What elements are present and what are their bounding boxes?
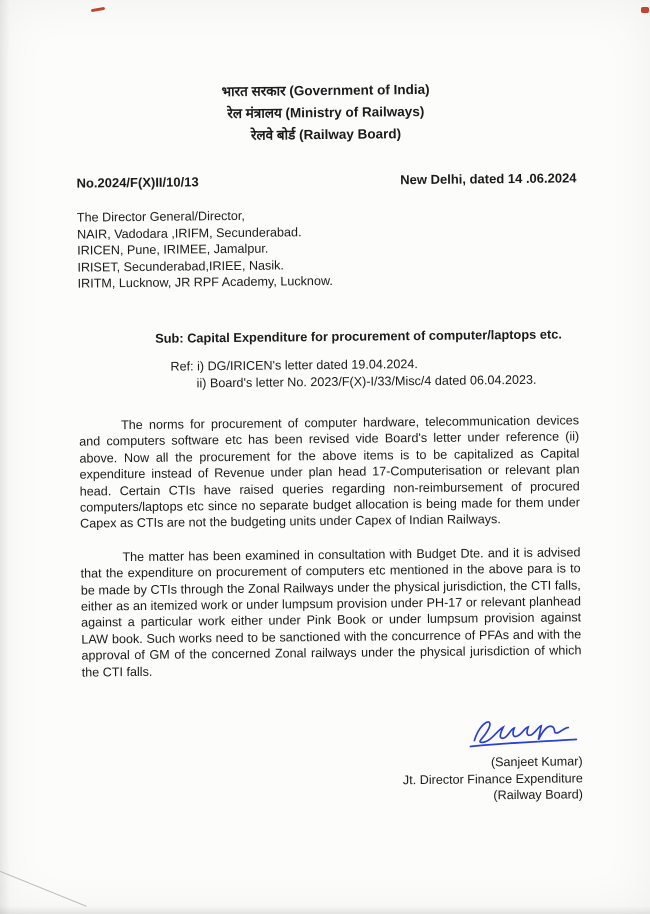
addressee-line: NAIR, Vadodara ,IRIFM, Secunderabad. [76,224,302,242]
body-paragraph: The norms for procurement of computer hardware, telecommunication devices and computers software etc has been revised vide Board's letter under reference (ii) above. Now all the procurement for the above items is to be capitalized as Capital expenditure instead of Revenue under plan head 17-Computerisation or relevant plan head. Certain CTIs have raised queries regarding non-reimbursement of procured computers/laptops etc since no separate budget allocation is being made for them under Capex as CTIs are not the budgeting units under Capex of Indian Railways. [79,413,580,531]
signatory-org: (Railway Board) [493,787,584,803]
reference-line: ii) Board's letter No. 2023/F(X)-I/33/Misc/4 dated 06.04.2023. [196,372,537,391]
letterhead-govt-line: भारत सरकार (Government of India) [221,81,430,100]
signatory-title: Jt. Director Finance Expenditure [402,770,583,787]
reference-line: Ref: i) DG/IRICEN's letter dated 19.04.2024. [170,356,418,374]
signature-block [82,711,583,808]
reference-block [170,354,578,392]
scan-edge-shadow-bottom [0,906,650,914]
letterhead-board-line: रेलवे बोर्ड (Railway Board) [250,126,402,143]
letterhead [75,77,576,148]
letterhead-ministry-line: रेल मंत्रालय (Ministry of Railways) [227,103,425,122]
addressee-line: The Director General/Director, [76,208,245,225]
place-date-line: New Delhi, dated 14 .06.2024 [400,170,577,188]
signatory-name: (Sanjeet Kumar) [490,754,583,770]
addressee-line: IRISET, Secunderabad,IRIEE, Nasik. [77,258,284,275]
signature-image [464,711,582,754]
body-paragraph: The matter has been examined in consultation with Budget Dte. and it is advised that the expenditure on procurement of computers etc mentioned in the above para is to be made by CTIs through the Zonal Railways under the physical jurisdiction, the CTI falls, either as an itemized work or under lumpsum provision under PH-17 or relevant planhead against a particular work either under Pink Book or under lumpsum provision against LAW book. Such works need to be sanctioned with the concurrence of PFAs and with the approval of GM of the concerned Zonal railways under the physical jurisdiction of which the CTI falls. [80,545,582,680]
reference-and-date-row [76,170,576,190]
addressee-line: IRICEN, Pune, IRIMEE, Jamalpur. [77,241,269,258]
addressee-line: IRITM, Lucknow, JR RPF Academy, Lucknow. [77,274,333,291]
subject-line: Sub: Capital Expenditure for procurement of computer/laptops etc. [155,326,562,346]
scan-page-corner-edge [0,868,87,906]
letter-number: No.2024/F(X)II/10/13 [76,174,199,191]
addressee-block [77,204,578,292]
